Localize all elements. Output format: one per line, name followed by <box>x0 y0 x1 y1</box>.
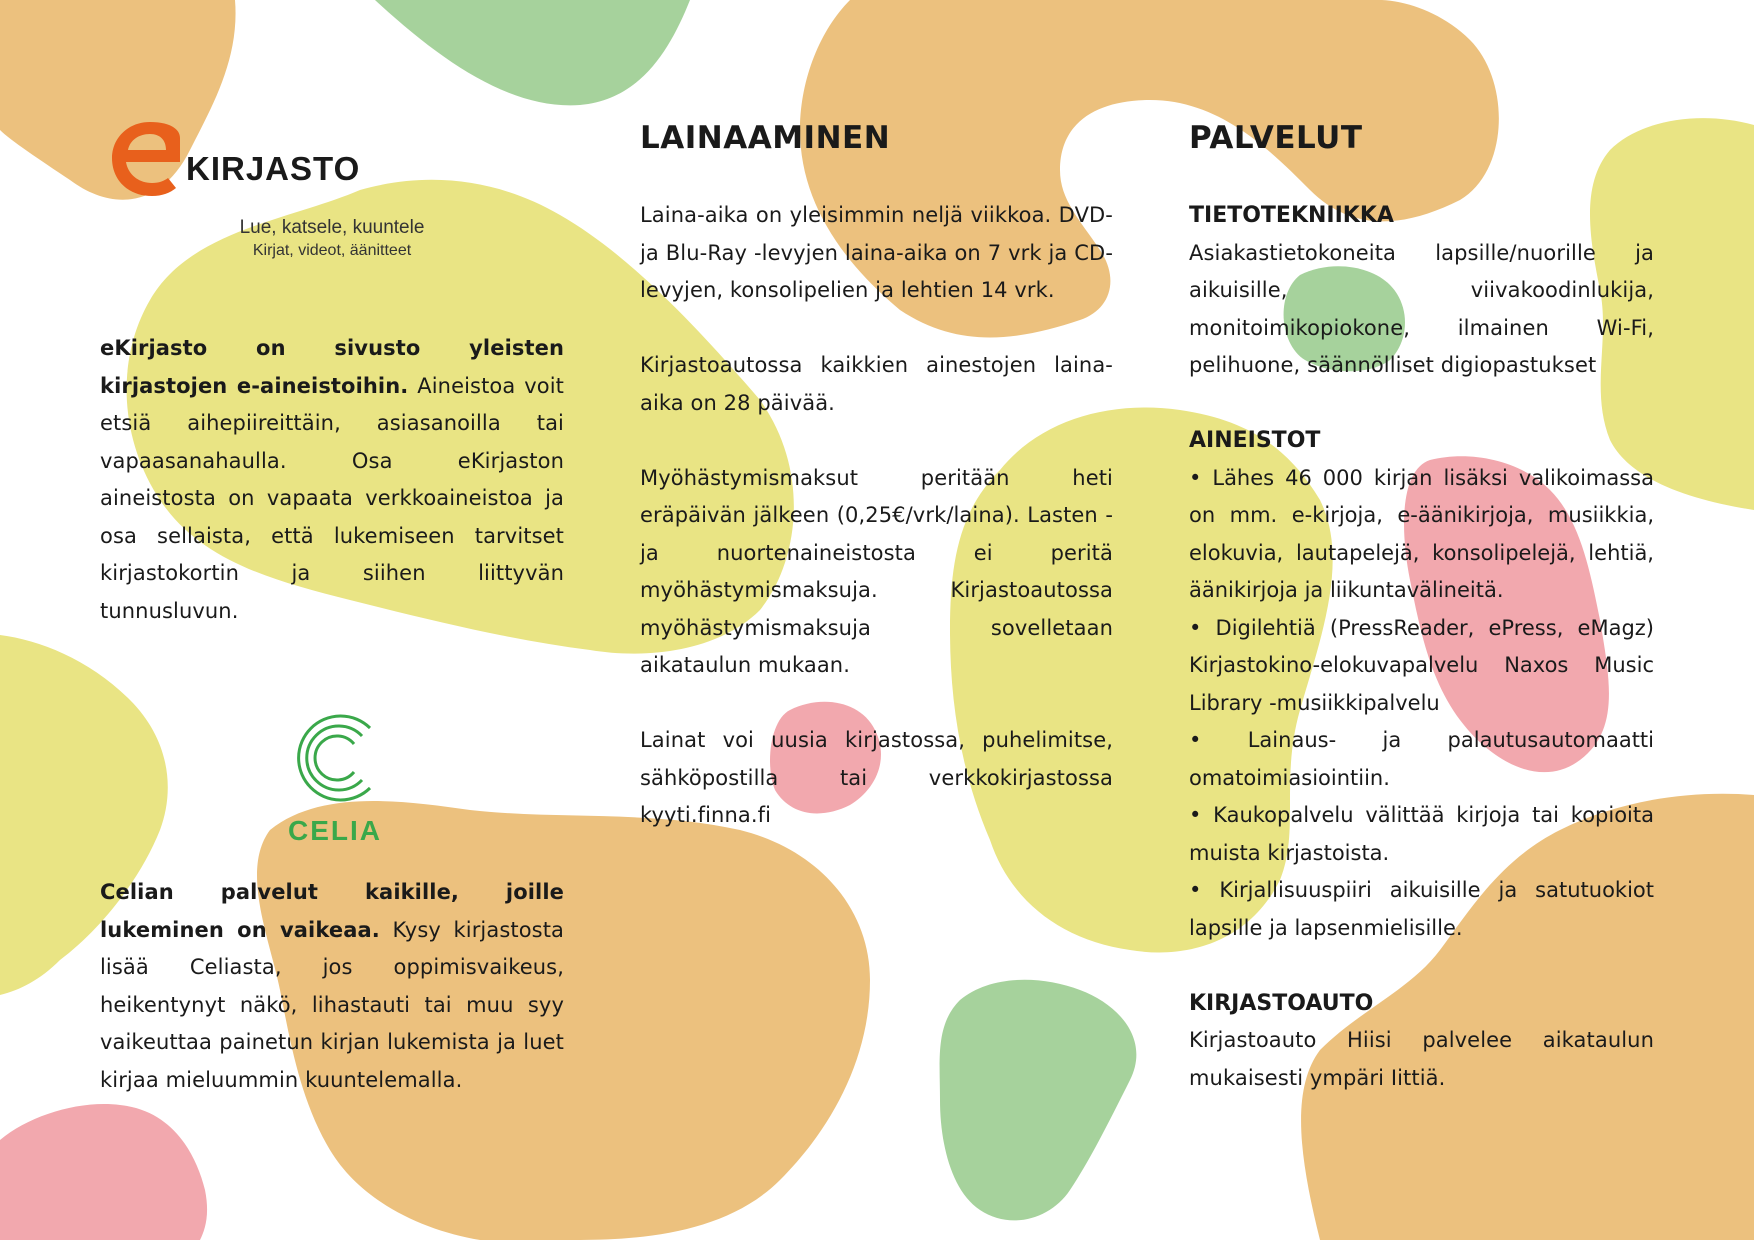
palvelut-body <box>1189 197 1654 1097</box>
ekirjasto-tagline1: Lue, katsele, kuuntele <box>239 217 425 238</box>
it-heading: TIETOTEKNIIKKA <box>1189 203 1394 228</box>
lainaaminen-title: LAINAAMINEN <box>640 120 891 156</box>
list-item: • Lainaus- ja palautusautomaatti omatoimiasiointiin. <box>1189 728 1654 790</box>
celia-c-icon <box>299 716 370 800</box>
ekirjasto-tagline2: Kirjat, videot, äänitteet <box>252 242 412 259</box>
palvelut-title: PALVELUT <box>1189 120 1363 156</box>
celia-paragraph <box>100 874 564 1099</box>
list-item: • Digilehtiä (PressReader, ePress, eMagz) Kirjastokino-elokuvapalvelu Naxos Music Library -musiikkipalvelu <box>1189 615 1654 715</box>
ekirjasto-intro-bold: eKirjasto on sivusto yleisten kirjastojen e-aineistoihin. <box>100 336 564 398</box>
loan-period-paragraph: Laina-aika on yleisimmin neljä viikkoa. DVD- ja Blu-Ray -levyjen laina-aika on 7 vrk ja CD-levyjen, konsolipelien ja lehtien 14 vrk. <box>640 203 1113 302</box>
celia-brand: CELIA <box>288 815 382 846</box>
ekirjasto-paragraph <box>100 330 564 630</box>
ekirjasto-logo <box>110 118 470 268</box>
bus-heading: KIRJASTOAUTO <box>1189 990 1374 1016</box>
blob-green-bottom <box>940 980 1137 1221</box>
ekirjasto-intro-text: Aineistoa voit etsiä aihepiireittäin, asiasanoilla tai vapaasanahaulla. Osa eKirjaston aineistosta on vapaata verkkoaineistoa ja osa sellaista, että lukemiseen tarvitset kirjastokortin ja siihen liittyvän tunnusluvun. <box>100 373 564 623</box>
lainaaminen-body <box>640 197 1113 835</box>
list-item: • Kirjallisuuspiiri aikuisille ja satutuokiot lapsille ja lapsenmielisille. <box>1189 878 1654 940</box>
renewal-paragraph: Lainat voi uusia kirjastossa, puhelimitse, sähköpostilla tai verkkokirjastossa kyyti.finna.fi <box>640 728 1113 827</box>
late-fee-paragraph: Myöhästymismaksut peritään heti eräpäivän jälkeen (0,25€/vrk/laina). Lasten - ja nuortenaineistosta ei peritä myöhästymismaksuja. Kirjastoautossa myöhästymismaksuja sovelletaan aikataulun mukaan. <box>640 465 1113 677</box>
blob-pink-bottom-left <box>0 1104 207 1240</box>
celia-intro-text: Kysy kirjastosta lisää Celiasta, jos oppimisvaikeus, heikentynyt näkö, lihastauti tai muu syy vaikeuttaa painetun kirjan lukemista ja luet kirjaa mieluummin kuuntelemalla. <box>100 917 564 1092</box>
blob-green-top <box>375 0 690 105</box>
celia-intro-bold: Celian palvelut kaikille, joille lukeminen on vaikeaa. <box>100 880 564 942</box>
list-item: • Lähes 46 000 kirjan lisäksi valikoimassa on mm. e-kirjoja, e-äänikirjoja, musiikkia, elokuvia, lautapelejä, konsolipelejä, lehtiä, äänikirjoja ja liikuntavälineitä. <box>1189 465 1654 602</box>
bus-loan-paragraph: Kirjastoautossa kaikkien ainestojen laina-aika on 28 päivää. <box>640 353 1113 415</box>
materials-list <box>1189 460 1654 948</box>
list-item: • Kaukopalvelu välittää kirjoja tai kopioita muista kirjastoista. <box>1189 803 1654 865</box>
celia-logo <box>270 700 400 850</box>
ekirjasto-e-icon <box>112 122 180 196</box>
ekirjasto-brand: KIRJASTO <box>186 150 361 187</box>
materials-heading: AINEISTOT <box>1189 428 1321 453</box>
it-paragraph: Asiakastietokoneita lapsille/nuorille ja aikuisille, viivakoodinlukija, monitoimikopiokone, ilmainen Wi-Fi, pelihuone, säännölliset digiopastukset <box>1189 240 1654 377</box>
bus-paragraph: Kirjastoauto Hiisi palvelee aikataulun mukaisesti ympäri Iittiä. <box>1189 1028 1654 1090</box>
